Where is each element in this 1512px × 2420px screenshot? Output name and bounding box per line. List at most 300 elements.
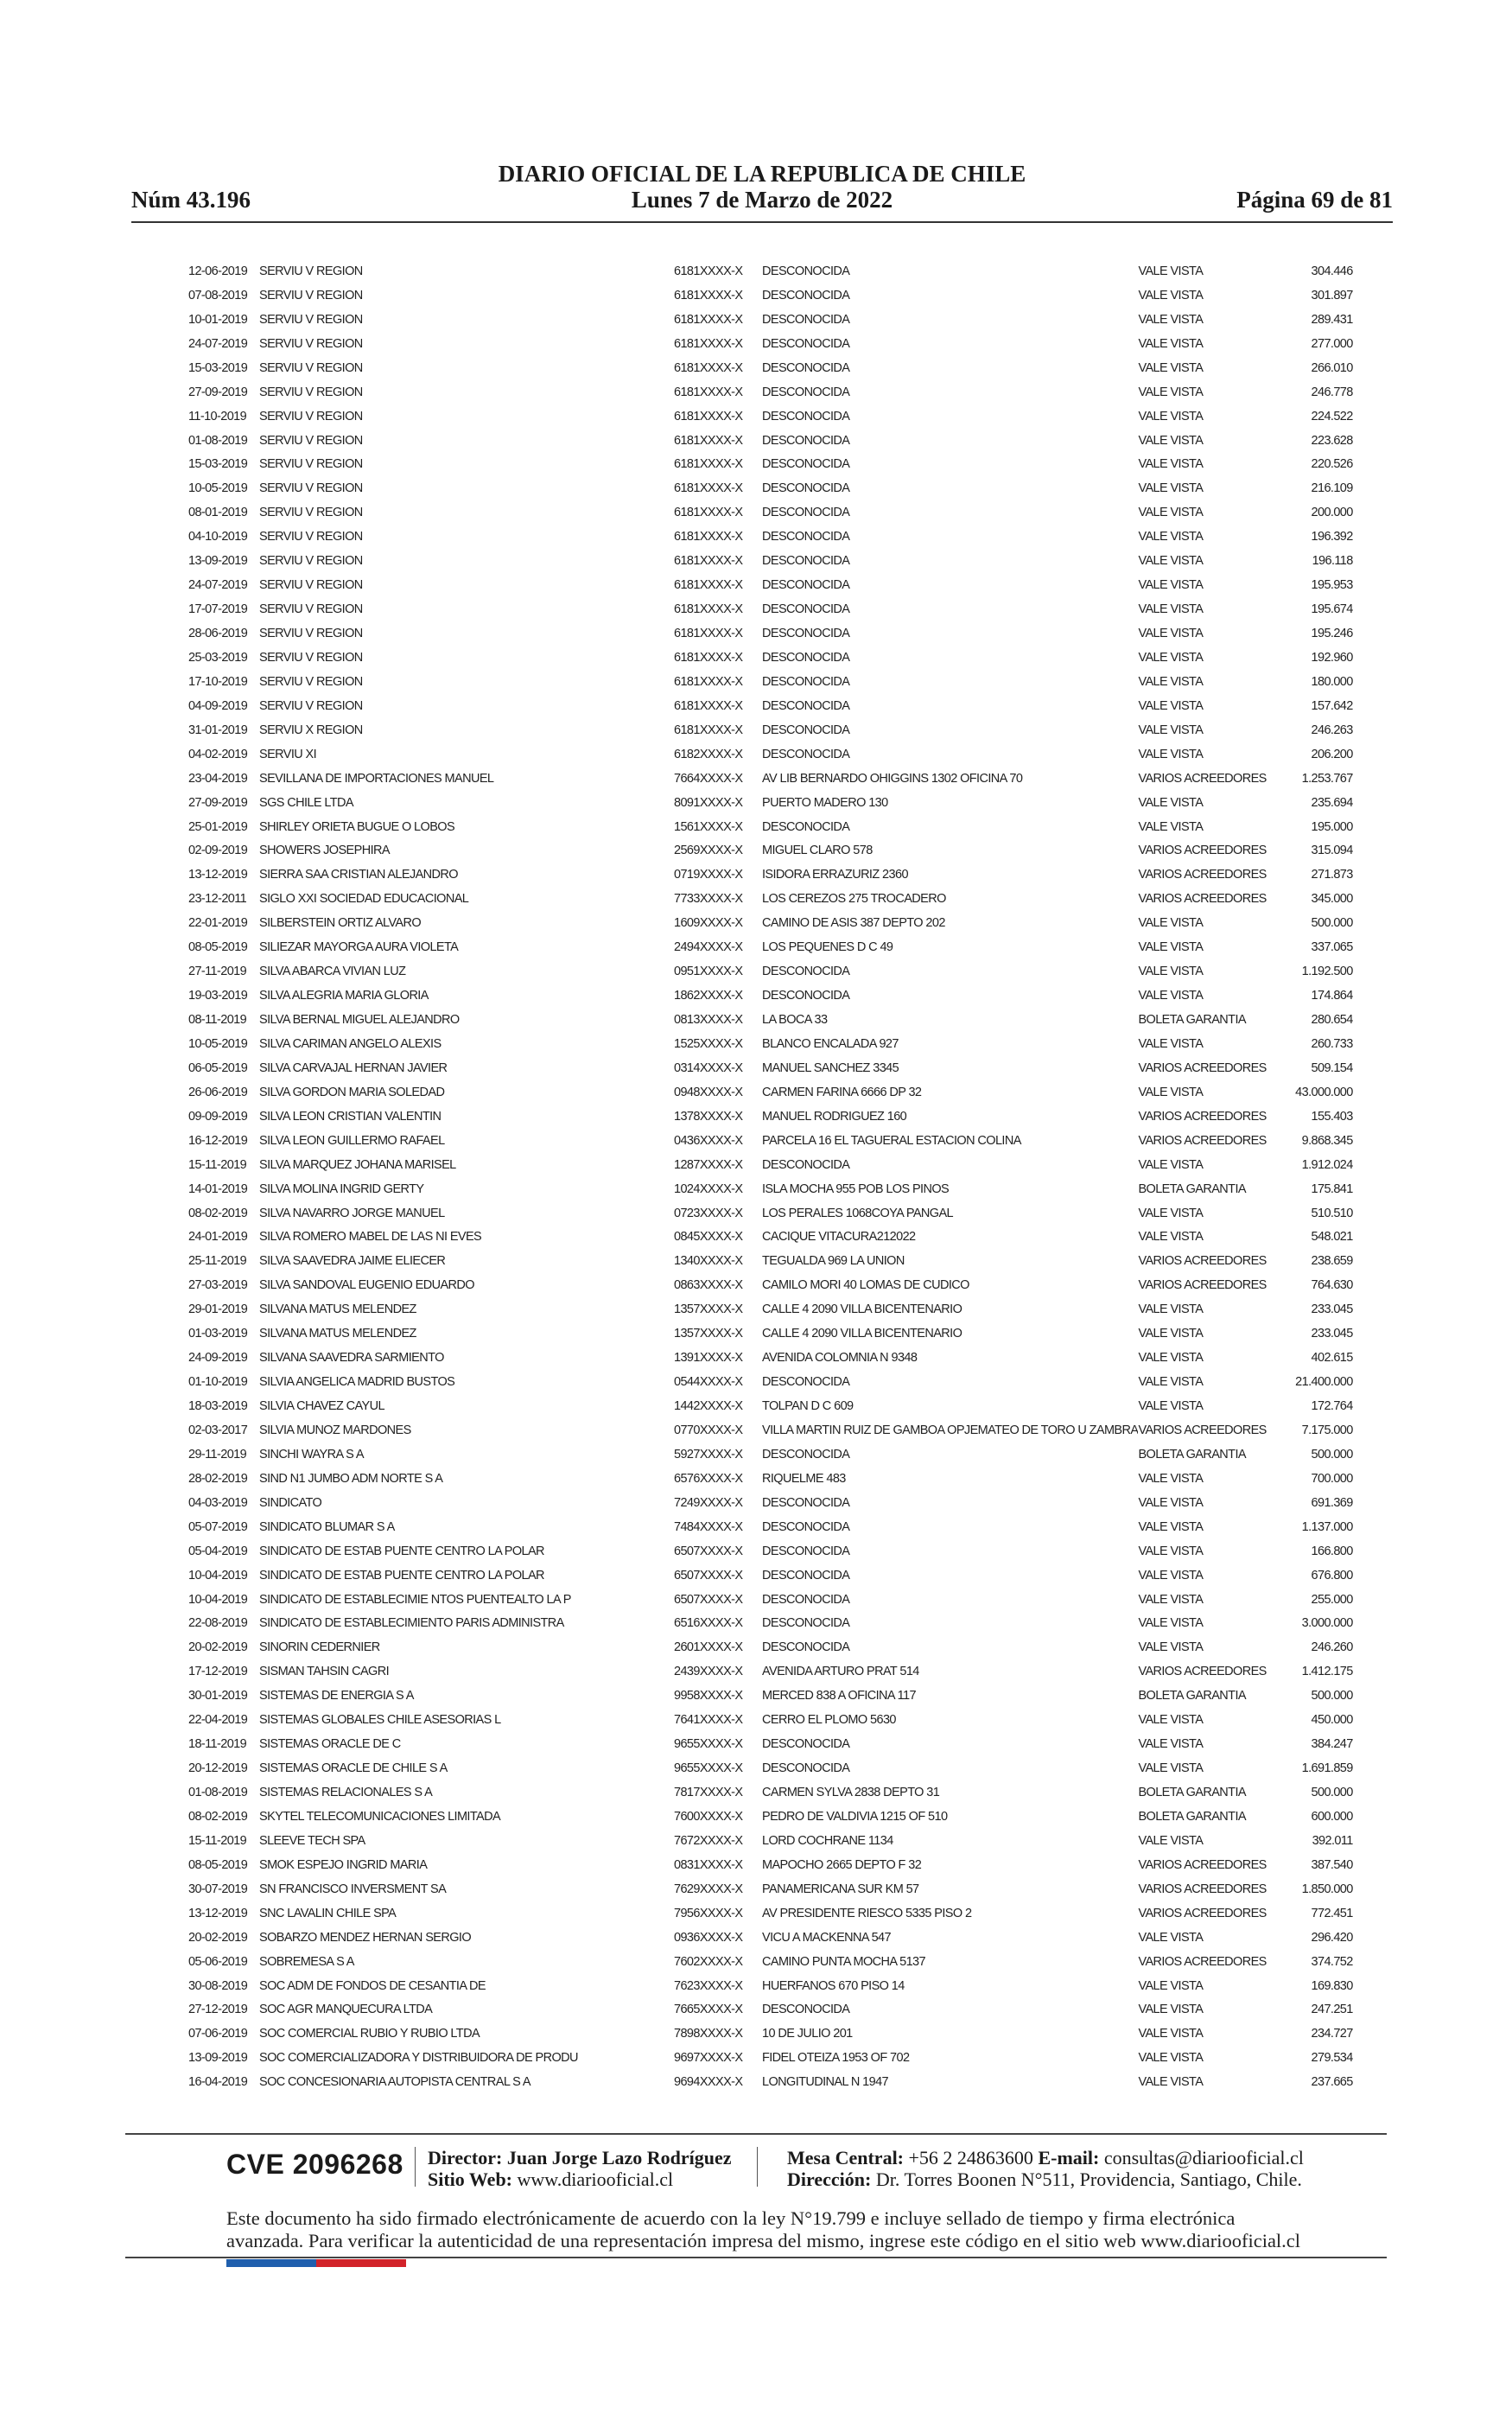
record-date: 04-02-2019 (188, 747, 248, 761)
record-address: CARMEN SYLVA 2838 DEPTO 31 (762, 1786, 940, 1800)
record-name: SILVA LEON GUILLERMO RAFAEL (259, 1133, 445, 1148)
record-date: 12-06-2019 (188, 264, 248, 278)
record-name: SILVA CARIMAN ANGELO ALEXIS (259, 1036, 442, 1051)
record-date: 20-02-2019 (188, 1640, 248, 1655)
record-name: SIERRA SAA CRISTIAN ALEJANDRO (259, 868, 458, 882)
table-row (188, 1901, 1353, 1926)
record-document-type: VALE VISTA (1138, 530, 1204, 544)
record-document-type: VALE VISTA (1138, 2027, 1204, 2041)
table-row (188, 332, 1353, 356)
record-rut: 1357XXXX-X (674, 1327, 743, 1341)
record-name: SILVA ALEGRIA MARIA GLORIA (259, 989, 429, 1003)
record-name: SERVIU V REGION (259, 674, 363, 689)
record-document-type: VALE VISTA (1138, 554, 1204, 569)
record-date: 28-06-2019 (188, 627, 248, 641)
record-address: DESCONOCIDA (762, 989, 850, 1003)
record-document-type: VALE VISTA (1138, 1085, 1204, 1099)
table-row (188, 887, 1353, 911)
record-document-type: VALE VISTA (1138, 433, 1204, 448)
record-document-type: VARIOS ACREEDORES (1138, 1109, 1267, 1124)
record-document-type: VALE VISTA (1138, 2075, 1204, 2090)
table-row (188, 1129, 1353, 1153)
table-row (188, 1539, 1353, 1563)
record-date: 26-06-2019 (188, 1085, 248, 1099)
record-rut: 7641XXXX-X (674, 1713, 743, 1728)
record-address: 10 DE JULIO 201 (762, 2027, 853, 2041)
table-row (188, 1153, 1353, 1177)
record-amount: 384.247 (1311, 1737, 1353, 1752)
record-name: SILVA SAAVEDRA JAIME ELIECER (259, 1254, 446, 1269)
record-name: SINDICATO DE ESTABLECIMIENTO PARIS ADMINISTRA (259, 1616, 564, 1631)
record-date: 22-01-2019 (188, 916, 248, 931)
table-row (188, 525, 1353, 549)
table-row (188, 2022, 1353, 2046)
record-name: SERVIU V REGION (259, 627, 363, 641)
table-row (188, 308, 1353, 332)
record-address: DESCONOCIDA (762, 1616, 850, 1631)
record-date: 01-08-2019 (188, 1786, 248, 1800)
record-date: 08-11-2019 (188, 1013, 247, 1028)
table-row (188, 646, 1353, 670)
record-name: SILVA MARQUEZ JOHANA MARISEL (259, 1157, 456, 1172)
record-rut: 6181XXXX-X (674, 288, 743, 302)
record-rut: 2569XXXX-X (674, 844, 743, 858)
record-document-type: VALE VISTA (1138, 1157, 1204, 1172)
record-name: SILVA BERNAL MIGUEL ALEJANDRO (259, 1013, 460, 1028)
record-rut: 9655XXXX-X (674, 1761, 743, 1776)
record-document-type: VALE VISTA (1138, 457, 1204, 472)
record-address: DESCONOCIDA (762, 747, 850, 761)
record-date: 24-09-2019 (188, 1351, 248, 1366)
record-date: 14-01-2019 (188, 1181, 248, 1196)
table-row (188, 1563, 1353, 1588)
record-document-type: VALE VISTA (1138, 1713, 1204, 1728)
table-row (188, 1612, 1353, 1636)
record-document-type: VALE VISTA (1138, 1302, 1204, 1317)
record-address: HUERFANOS 670 PISO 14 (762, 1978, 905, 1993)
record-address: CAMINO DE ASIS 387 DEPTO 202 (762, 916, 945, 931)
record-amount: 155.403 (1311, 1109, 1353, 1124)
record-name: SERVIU V REGION (259, 602, 363, 617)
record-document-type: VALE VISTA (1138, 989, 1204, 1003)
record-document-type: BOLETA GARANTIA (1138, 1809, 1246, 1824)
table-row (188, 1732, 1353, 1756)
record-document-type: VARIOS ACREEDORES (1138, 1423, 1267, 1437)
flag-red-segment (316, 2259, 406, 2267)
record-rut: 1357XXXX-X (674, 1302, 743, 1317)
table-row (188, 1877, 1353, 1901)
record-address: BLANCO ENCALADA 927 (762, 1036, 899, 1051)
record-document-type: VARIOS ACREEDORES (1138, 1882, 1267, 1896)
record-date: 17-10-2019 (188, 674, 248, 689)
director-name: Juan Jorge Lazo Rodríguez (506, 2147, 732, 2168)
contact-block (787, 2147, 1304, 2190)
record-rut: 6181XXXX-X (674, 360, 743, 375)
footer-separator (415, 2147, 416, 2187)
record-address: PUERTO MADERO 130 (762, 795, 888, 810)
table-row (188, 839, 1353, 863)
record-rut: 1378XXXX-X (674, 1109, 743, 1124)
record-date: 10-04-2019 (188, 1592, 248, 1607)
record-document-type: VALE VISTA (1138, 940, 1204, 955)
record-date: 29-11-2019 (188, 1447, 247, 1462)
table-row (188, 1829, 1353, 1853)
record-document-type: VALE VISTA (1138, 1833, 1204, 1848)
record-amount: 1.912.024 (1301, 1157, 1353, 1172)
record-amount: 500.000 (1311, 1786, 1353, 1800)
record-address: DESCONOCIDA (762, 578, 850, 593)
record-rut: 5927XXXX-X (674, 1447, 743, 1462)
record-date: 13-12-2019 (188, 868, 248, 882)
record-name: SILVA ABARCA VIVIAN LUZ (259, 965, 406, 979)
table-row (188, 863, 1353, 887)
record-document-type: VALE VISTA (1138, 1495, 1204, 1510)
table-row (188, 1515, 1353, 1539)
record-amount: 374.752 (1311, 1954, 1353, 1969)
record-rut: 6182XXXX-X (674, 747, 743, 761)
record-rut: 0845XXXX-X (674, 1230, 743, 1245)
page-footer (125, 2142, 1387, 2194)
record-document-type: VALE VISTA (1138, 481, 1204, 496)
table-row (188, 1467, 1353, 1491)
record-name: SINORIN CEDERNIER (259, 1640, 380, 1655)
record-rut: 9694XXXX-X (674, 2075, 743, 2090)
record-date: 24-07-2019 (188, 336, 248, 351)
table-row (188, 1708, 1353, 1732)
record-name: SINDICATO DE ESTABLECIMIE NTOS PUENTEALTO LA P (259, 1592, 571, 1607)
page-number: Página 69 de 81 (1236, 187, 1393, 213)
record-address: CALLE 4 2090 VILLA BICENTENARIO (762, 1302, 962, 1317)
record-rut: 7602XXXX-X (674, 1954, 743, 1969)
record-rut: 7600XXXX-X (674, 1809, 743, 1824)
record-amount: 548.021 (1311, 1230, 1353, 1245)
record-document-type: VALE VISTA (1138, 578, 1204, 593)
record-amount: 1.412.175 (1301, 1665, 1353, 1679)
record-date: 18-11-2019 (188, 1737, 247, 1752)
record-amount: 1.691.859 (1301, 1761, 1353, 1776)
table-row (188, 718, 1353, 742)
table-row (188, 283, 1353, 308)
record-address: MANUEL RODRIGUEZ 160 (762, 1109, 907, 1124)
address-value: Dr. Torres Boonen N°511, Providencia, Santiago, Chile. (875, 2168, 1302, 2190)
record-amount: 195.674 (1311, 602, 1353, 617)
site-label: Sitio Web: (428, 2168, 513, 2190)
address-line (787, 2168, 1304, 2190)
record-amount: 172.764 (1311, 1399, 1353, 1414)
record-date: 31-01-2019 (188, 723, 248, 737)
record-address: DESCONOCIDA (762, 385, 850, 399)
header-divider (131, 221, 1393, 223)
record-name: SGS CHILE LTDA (259, 795, 353, 810)
record-address: LOS PERALES 1068COYA PANGAL (762, 1206, 954, 1220)
record-rut: 6507XXXX-X (674, 1568, 743, 1583)
record-rut: 6181XXXX-X (674, 627, 743, 641)
record-document-type: VALE VISTA (1138, 2003, 1204, 2017)
record-name: SINDICATO BLUMAR S A (259, 1519, 395, 1534)
records-table-body (188, 259, 1353, 2094)
record-document-type: VALE VISTA (1138, 650, 1204, 665)
record-amount: 279.534 (1311, 2051, 1353, 2066)
record-name: SILVA MOLINA INGRID GERTY (259, 1181, 424, 1196)
record-document-type: VARIOS ACREEDORES (1138, 868, 1267, 882)
record-amount: 7.175.000 (1301, 1423, 1353, 1437)
legal-notice: Este documento ha sido firmado electrónicamente de acuerdo con la ley N°19.799 e incluye sellado de tiempo y firma electrónica avanzada. Para verificar la autenticidad de una representación impresa del mismo, ingrese este código en el sitio web www.diariooficial.cl (226, 2207, 1301, 2251)
record-rut: 0948XXXX-X (674, 1085, 743, 1099)
record-address: DESCONOCIDA (762, 506, 850, 520)
record-amount: 304.446 (1311, 264, 1353, 278)
record-address: DESCONOCIDA (762, 1761, 850, 1776)
record-rut: 7956XXXX-X (674, 1906, 743, 1920)
table-row (188, 1297, 1353, 1321)
record-amount: 175.841 (1311, 1181, 1353, 1196)
table-row (188, 1926, 1353, 1950)
record-rut: 9655XXXX-X (674, 1737, 743, 1752)
record-date: 30-01-2019 (188, 1689, 248, 1704)
record-amount: 180.000 (1311, 674, 1353, 689)
record-name: SOC ADM DE FONDOS DE CESANTIA DE (259, 1978, 486, 1993)
record-name: SILVA NAVARRO JORGE MANUEL (259, 1206, 445, 1220)
record-rut: 7664XXXX-X (674, 771, 743, 786)
record-address: ISLA MOCHA 955 POB LOS PINOS (762, 1181, 950, 1196)
record-document-type: VALE VISTA (1138, 1519, 1204, 1534)
record-rut: 1525XXXX-X (674, 1036, 743, 1051)
flag-blue-segment (226, 2259, 316, 2267)
record-date: 19-03-2019 (188, 989, 248, 1003)
record-name: SERVIU V REGION (259, 433, 363, 448)
record-date: 25-11-2019 (188, 1254, 247, 1269)
table-row (188, 500, 1353, 525)
record-date: 08-02-2019 (188, 1206, 248, 1220)
table-row (188, 767, 1353, 791)
record-name: SILVIA CHAVEZ CAYUL (259, 1399, 384, 1414)
table-row (188, 1974, 1353, 1998)
record-rut: 6181XXXX-X (674, 506, 743, 520)
record-amount: 387.540 (1311, 1857, 1353, 1872)
record-date: 04-03-2019 (188, 1495, 248, 1510)
record-date: 17-12-2019 (188, 1665, 248, 1679)
record-rut: 7623XXXX-X (674, 1978, 743, 1993)
address-label: Dirección: (787, 2168, 872, 2190)
record-amount: 234.727 (1311, 2027, 1353, 2041)
table-row (188, 1346, 1353, 1370)
table-row (188, 549, 1353, 573)
record-document-type: VALE VISTA (1138, 1737, 1204, 1752)
record-rut: 6181XXXX-X (674, 698, 743, 713)
record-name: SOBREMESA S A (259, 1954, 354, 1969)
record-date: 10-04-2019 (188, 1568, 248, 1583)
record-name: SISTEMAS RELACIONALES S A (259, 1786, 433, 1800)
record-date: 01-03-2019 (188, 1327, 248, 1341)
record-rut: 6181XXXX-X (674, 602, 743, 617)
director-label: Director: (428, 2147, 503, 2168)
record-date: 06-05-2019 (188, 1060, 248, 1075)
record-name: SOC AGR MANQUECURA LTDA (259, 2003, 433, 2017)
record-document-type: VARIOS ACREEDORES (1138, 771, 1267, 786)
record-document-type: VALE VISTA (1138, 288, 1204, 302)
record-document-type: VALE VISTA (1138, 1640, 1204, 1655)
record-address: FIDEL OTEIZA 1953 OF 702 (762, 2051, 910, 2066)
record-date: 20-12-2019 (188, 1761, 248, 1776)
record-address: TEGUALDA 969 LA UNION (762, 1254, 905, 1269)
record-name: SERVIU V REGION (259, 264, 363, 278)
record-rut: 0831XXXX-X (674, 1857, 743, 1872)
record-date: 08-02-2019 (188, 1809, 248, 1824)
record-document-type: VALE VISTA (1138, 1206, 1204, 1220)
record-address: PARCELA 16 EL TAGUERAL ESTACION COLINA (762, 1133, 1021, 1148)
table-row (188, 1684, 1353, 1708)
director-line (428, 2147, 732, 2168)
record-name: SINDICATO DE ESTAB PUENTE CENTRO LA POLAR (259, 1568, 544, 1583)
record-rut: 6576XXXX-X (674, 1471, 743, 1486)
record-amount: 216.109 (1311, 481, 1353, 496)
table-row (188, 1105, 1353, 1129)
record-address: AVENIDA COLOMNIA N 9348 (762, 1351, 918, 1366)
record-document-type: VALE VISTA (1138, 336, 1204, 351)
email-link[interactable]: consultas@diariooficial.cl (1103, 2147, 1304, 2168)
record-amount: 301.897 (1311, 288, 1353, 302)
record-rut: 6181XXXX-X (674, 674, 743, 689)
record-amount: 510.510 (1311, 1206, 1353, 1220)
record-amount: 238.659 (1311, 1254, 1353, 1269)
record-document-type: VARIOS ACREEDORES (1138, 1254, 1267, 1269)
record-rut: 2494XXXX-X (674, 940, 743, 955)
record-date: 18-03-2019 (188, 1399, 248, 1414)
record-document-type: VALE VISTA (1138, 506, 1204, 520)
record-address: CAMINO PUNTA MOCHA 5137 (762, 1954, 925, 1969)
record-amount: 676.800 (1311, 1568, 1353, 1583)
record-document-type: VALE VISTA (1138, 312, 1204, 327)
record-name: SIGLO XXI SOCIEDAD EDUCACIONAL (259, 892, 469, 907)
record-document-type: VARIOS ACREEDORES (1138, 1906, 1267, 1920)
table-row (188, 404, 1353, 429)
record-date: 11-10-2019 (188, 409, 247, 424)
record-address: DESCONOCIDA (762, 1737, 850, 1752)
table-row (188, 1491, 1353, 1515)
record-name: SERVIU V REGION (259, 578, 363, 593)
email-label: E-mail: (1038, 2147, 1100, 2168)
record-date: 13-09-2019 (188, 2051, 248, 2066)
record-address: DESCONOCIDA (762, 336, 850, 351)
record-address: RIQUELME 483 (762, 1471, 846, 1486)
record-date: 02-09-2019 (188, 844, 248, 858)
record-amount: 260.733 (1311, 1036, 1353, 1051)
publication-date: Lunes 7 de Marzo de 2022 (631, 187, 893, 213)
record-document-type: VALE VISTA (1138, 916, 1204, 931)
record-address: CARMEN FARINA 6666 DP 32 (762, 1085, 922, 1099)
table-row (188, 1177, 1353, 1201)
record-date: 13-12-2019 (188, 1906, 248, 1920)
record-name: SISTEMAS ORACLE DE CHILE S A (259, 1761, 448, 1776)
record-name: SILIEZAR MAYORGA AURA VIOLETA (259, 940, 459, 955)
record-name: SERVIU X REGION (259, 723, 363, 737)
record-address: DESCONOCIDA (762, 457, 850, 472)
record-date: 22-04-2019 (188, 1713, 248, 1728)
footer-divider-top (125, 2133, 1387, 2135)
table-row (188, 621, 1353, 646)
table-row (188, 380, 1353, 404)
publication-title: DIARIO OFICIAL DE LA REPUBLICA DE CHILE (498, 161, 1026, 187)
record-date: 25-03-2019 (188, 650, 248, 665)
record-date: 29-01-2019 (188, 1302, 248, 1317)
table-row (188, 742, 1353, 767)
record-rut: 0770XXXX-X (674, 1423, 743, 1437)
cve-code: CVE 2096268 (226, 2149, 403, 2180)
record-amount: 192.960 (1311, 650, 1353, 665)
record-document-type: VALE VISTA (1138, 1616, 1204, 1631)
table-row (188, 2070, 1353, 2094)
masthead (131, 161, 1393, 213)
record-rut: 1024XXXX-X (674, 1181, 743, 1196)
record-name: SILVANA MATUS MELENDEZ (259, 1302, 416, 1317)
record-rut: 7817XXXX-X (674, 1786, 743, 1800)
record-amount: 206.200 (1311, 747, 1353, 761)
table-row (188, 1321, 1353, 1346)
record-rut: 8091XXXX-X (674, 795, 743, 810)
table-row (188, 1201, 1353, 1226)
record-name: SINCHI WAYRA S A (259, 1447, 364, 1462)
record-amount: 223.628 (1311, 433, 1353, 448)
table-row (188, 670, 1353, 694)
record-name: SOC COMERCIALIZADORA Y DISTRIBUIDORA DE PRODU (259, 2051, 578, 2066)
record-address: AV PRESIDENTE RIESCO 5335 PISO 2 (762, 1906, 972, 1920)
record-document-type: VARIOS ACREEDORES (1138, 892, 1267, 907)
record-amount: 174.864 (1311, 989, 1353, 1003)
record-address: DESCONOCIDA (762, 409, 850, 424)
record-document-type: VARIOS ACREEDORES (1138, 1665, 1267, 1679)
record-document-type: VALE VISTA (1138, 602, 1204, 617)
record-address: VILLA MARTIN RUIZ DE GAMBOA OPJEMATEO DE TORO U ZAMBRA (762, 1423, 1139, 1437)
record-name: SERVIU XI (259, 747, 317, 761)
record-amount: 3.000.000 (1301, 1616, 1353, 1631)
flag-stripe (226, 2259, 406, 2267)
record-date: 24-01-2019 (188, 1230, 248, 1245)
record-date: 22-08-2019 (188, 1616, 248, 1631)
record-address: MIGUEL CLARO 578 (762, 844, 873, 858)
record-rut: 0544XXXX-X (674, 1375, 743, 1390)
record-rut: 2439XXXX-X (674, 1665, 743, 1679)
record-address: DESCONOCIDA (762, 1375, 850, 1390)
record-document-type: VALE VISTA (1138, 264, 1204, 278)
record-document-type: VALE VISTA (1138, 1544, 1204, 1558)
record-amount: 337.065 (1311, 940, 1353, 955)
record-rut: 6181XXXX-X (674, 578, 743, 593)
table-row (188, 935, 1353, 959)
record-address: ISIDORA ERRAZURIZ 2360 (762, 868, 908, 882)
record-address: DESCONOCIDA (762, 650, 850, 665)
record-document-type: VALE VISTA (1138, 1036, 1204, 1051)
record-amount: 277.000 (1311, 336, 1353, 351)
table-row (188, 1853, 1353, 1877)
table-row (188, 356, 1353, 380)
record-rut: 0436XXXX-X (674, 1133, 743, 1148)
record-name: SILVIA ANGELICA MADRID BUSTOS (259, 1375, 455, 1390)
record-address: LONGITUDINAL N 1947 (762, 2075, 889, 2090)
record-amount: 509.154 (1311, 1060, 1353, 1075)
table-row (188, 1226, 1353, 1250)
record-name: SINDICATO (259, 1495, 322, 1510)
record-rut: 6181XXXX-X (674, 481, 743, 496)
record-amount: 220.526 (1311, 457, 1353, 472)
record-document-type: VALE VISTA (1138, 1592, 1204, 1607)
record-date: 15-11-2019 (188, 1833, 247, 1848)
record-name: SISTEMAS DE ENERGIA S A (259, 1689, 414, 1704)
record-amount: 200.000 (1311, 506, 1353, 520)
record-amount: 1.137.000 (1301, 1519, 1353, 1534)
site-link[interactable]: www.diariooficial.cl (517, 2168, 674, 2190)
record-rut: 6507XXXX-X (674, 1592, 743, 1607)
table-row (188, 1032, 1353, 1056)
record-rut: 1862XXXX-X (674, 989, 743, 1003)
